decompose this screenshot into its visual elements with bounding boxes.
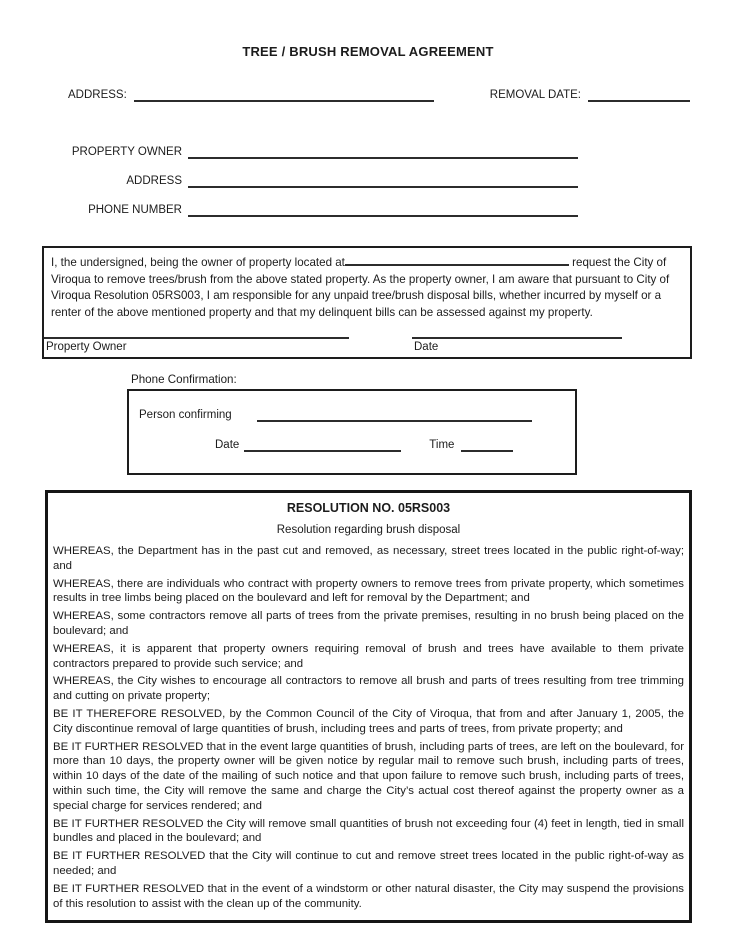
resolution-paragraph: WHEREAS, some contractors remove all parts of trees from the private premises, resulting in no brush being placed on the boulevard; and	[53, 610, 684, 637]
confirmation-date-input-line[interactable]	[244, 438, 401, 452]
date-time-row	[139, 435, 575, 452]
address-input-line[interactable]	[134, 88, 434, 102]
resolution-paragraph: WHEREAS, it is apparent that property owners requiring removal of brush and trees have available to them private contractors prepared to provide such service; and	[53, 642, 684, 670]
address-label: ADDRESS:	[68, 89, 127, 101]
owner-signature-label: Property Owner	[46, 341, 127, 353]
removal-date-label: REMOVAL DATE:	[489, 89, 581, 101]
removal-date-input-line[interactable]	[588, 88, 690, 102]
phone-number-row	[43, 200, 578, 217]
owner-address-input-line[interactable]	[188, 174, 578, 188]
agreement-text-after: request the City of Viroqua to remove trees/brush from the above stated property. As the property owner, I am aware that pursuant to City of Viroqua Resolution 05RS003, I am responsible for any unpaid tree/brush disposal bills, whether incurred by myself or a renter of the above mentioned property and that my delinquent bills can be assessed against my property.	[51, 256, 670, 319]
top-fields-row	[68, 88, 690, 102]
property-owner-row	[43, 142, 578, 159]
confirmation-time-label: Time	[429, 439, 455, 451]
resolution-paragraph: BE IT FURTHER RESOLVED that in the event large quantities of brush, including parts of trees, are left on the boulevard, for more than 10 days, the property owner will be given notice by regular mail to remove such brush, including parts of trees, within 10 days of the date of the mailing of such notice and that upon failure to remove such brush, including parts of trees, within such time, the City will remove the same and charge the City’s actual cost thereof against the property owner as a special charge for services rendered; and	[53, 740, 684, 812]
resolution-box	[45, 490, 692, 923]
resolution-paragraph: BE IT FURTHER RESOLVED the City will remove small quantities of brush not exceeding four (4) feet in length, tied in small bundles and placed in the boulevard; and	[53, 817, 684, 845]
confirmation-time-input-line[interactable]	[461, 438, 513, 452]
property-owner-input-line[interactable]	[188, 145, 578, 159]
agreement-text-before: I, the undersigned, being the owner of property located at	[51, 256, 345, 269]
resolution-subtitle: Resolution regarding brush disposal	[276, 524, 461, 536]
property-owner-label: PROPERTY OWNER	[71, 146, 182, 158]
signature-row	[44, 337, 682, 354]
owner-address-label: ADDRESS	[126, 175, 182, 187]
agreement-paragraph	[51, 255, 682, 321]
phone-number-label: PHONE NUMBER	[88, 204, 182, 216]
resolution-paragraph: BE IT THEREFORE RESOLVED, by the Common Council of the City of Viroqua, that from and after January 1, 2005, the City discontinue removal of large quantities of brush, including trees and parts of trees, from private property; and	[53, 707, 684, 735]
agreement-box	[42, 246, 692, 359]
date-signature-label: Date	[414, 341, 439, 353]
confirmation-date-label: Date	[215, 439, 240, 451]
owner-fields-section	[43, 142, 578, 229]
resolution-paragraph: WHEREAS, the Department has in the past cut and removed, as necessary, street trees located in the public right-of-way; and	[53, 545, 684, 572]
owner-signature-line[interactable]	[44, 337, 349, 354]
date-signature-line[interactable]	[412, 337, 622, 354]
person-confirming-input-line[interactable]	[257, 408, 532, 422]
property-location-input-line[interactable]	[345, 256, 569, 266]
resolution-paragraph: BE IT FURTHER RESOLVED that in the event of a windstorm or other natural disaster, the City may suspend the provisions of this resolution to assist with the clean up of the community.	[53, 882, 684, 910]
document-title: TREE / BRUSH REMOVAL AGREEMENT	[242, 44, 494, 59]
phone-number-input-line[interactable]	[188, 203, 578, 217]
resolution-paragraph: BE IT FURTHER RESOLVED that the City will continue to cut and remove street trees located in the public right-of-way as needed; and	[53, 850, 684, 877]
person-confirming-label: Person confirming	[139, 409, 232, 421]
resolution-paragraph: WHEREAS, the City wishes to encourage all contractors to remove all brush and parts of trees resulting from tree trimming and cutting on private property;	[53, 675, 684, 703]
phone-confirmation-box	[127, 389, 577, 475]
resolution-title: RESOLUTION NO. 05RS003	[286, 501, 451, 515]
phone-confirmation-heading: Phone Confirmation:	[131, 373, 237, 386]
owner-address-row	[43, 171, 578, 188]
person-confirming-row	[139, 405, 575, 422]
resolution-paragraph: WHEREAS, there are individuals who contract with property owners to remove trees from private property, which sometimes results in tree limbs being placed on the boulevard and left for removal by the Department; and	[53, 577, 684, 605]
